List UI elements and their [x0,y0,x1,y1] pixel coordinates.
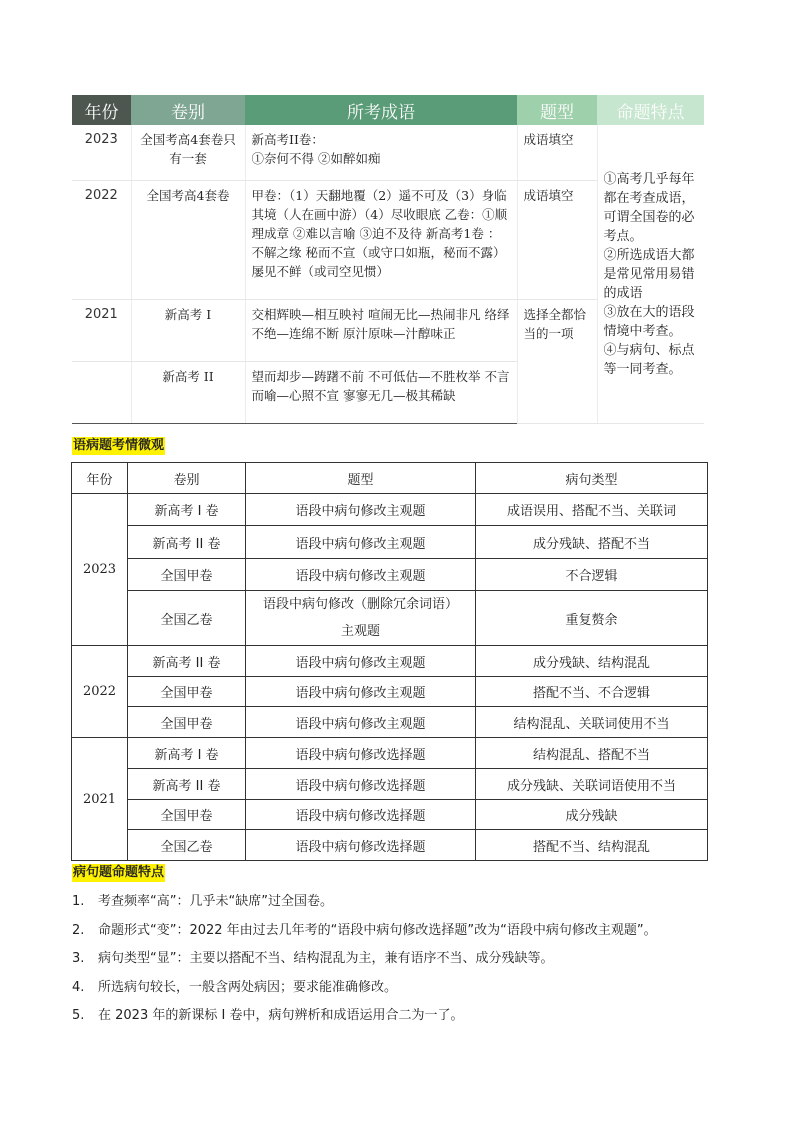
header-paper: 卷别 [128,463,246,494]
list-number: 3. [72,951,85,966]
table-header-row [72,463,708,494]
table-row [72,769,708,800]
cell-paper: 新高考 II [131,362,245,424]
cell-year: 2023 [72,125,131,181]
list-item [72,945,762,974]
table-row [72,707,708,738]
cell-type: 语段中病句修改选择题 [246,769,476,800]
header-features: 命题特点 [597,95,704,125]
cell-error-type: 结构混乱、关联词使用不当 [476,707,708,738]
cell-paper: 全国考高4套卷 [131,181,245,300]
cell-error-type: 重复赘余 [476,591,708,646]
cell-features: ①高考几乎每年都在考查成语，可谓全国卷的必考点。 ②所选成语大都是常见常用易错的成语 ③放在大的语段情境中考查。 ④与病句、标点等一同考查。 [597,125,704,424]
header-type: 题型 [517,95,597,125]
cell-year: 2022 [72,646,128,738]
cell-type: 语段中病句修改（删除冗余词语）主观题 [246,591,476,646]
sentence-error-table [71,462,708,861]
cell-type: 成语填空 [517,125,597,181]
section-title-features: 病句题命题特点 [73,865,165,880]
cell-type: 成语填空 [517,181,597,300]
table-row [72,800,708,830]
cell-idioms: 交相辉映—相互映衬 喧闹无比—热闹非凡 络绎不绝—连绵不断 原汁原味—汁醇味正 [245,300,517,362]
cell-paper: 新高考 II 卷 [128,526,246,559]
cell-paper: 新高考 I [131,300,245,362]
cell-paper: 全国甲卷 [128,559,246,591]
cell-error-type: 成分残缺、结构混乱 [476,646,708,677]
list-item [72,1002,762,1031]
list-text: 考查频率“高”：几乎未“缺席”过全国卷。 [98,894,333,909]
cell-paper: 全国甲卷 [128,707,246,738]
cell-type: 语段中病句修改选择题 [246,800,476,830]
list-text: 在 2023 年的新课标 I 卷中，病句辨析和成语运用合二为一了。 [98,1008,464,1023]
list-text: 所选病句较长，一般含两处病因；要求能准确修改。 [98,979,398,995]
list-number: 2. [72,922,85,938]
header-type: 题型 [246,463,476,494]
cell-type: 语段中病句修改主观题 [246,677,476,707]
cell-type: 语段中病句修改主观题 [246,559,476,591]
cell-type: 语段中病句修改主观题 [246,707,476,738]
cell-idioms: 甲卷：（1）天翻地覆（2）遥不可及（3）身临其境（人在画中游）（4）尽收眼底 乙卷：①顺理成章 ②难以言喻 ③迫不及待 新高考1卷 ：不解之缘 秘而不宣（或守口如瓶，秘而不露） 屡见不鲜（或司空见惯） [245,181,517,300]
header-idioms: 所考成语 [245,95,517,125]
cell-paper: 全国考高4套卷只有一套 [131,125,245,181]
table-header-row [72,95,704,125]
cell-error-type: 结构混乱、搭配不当 [476,738,708,769]
cell-idioms: 新高考II卷： ①奈何不得 ②如醉如痴 [245,125,517,181]
cell-paper: 新高考 I 卷 [128,738,246,769]
cell-paper: 全国甲卷 [128,800,246,830]
table-row [72,830,708,861]
list-number: 1. [72,894,85,909]
table-row [72,738,708,769]
cell-paper: 全国甲卷 [128,677,246,707]
table-row [72,494,708,526]
cell-year: 2021 [72,300,131,362]
header-paper: 卷别 [131,95,245,125]
table-row [72,646,708,677]
header-year: 年份 [72,463,128,494]
table-row [72,125,704,181]
idiom-exam-table [72,95,704,424]
cell-type: 语段中病句修改选择题 [246,830,476,861]
list-item [72,888,762,917]
cell-error-type: 搭配不当、结构混乱 [476,830,708,861]
list-item [72,974,762,1003]
cell-paper: 全国乙卷 [128,591,246,646]
cell-paper: 新高考 II 卷 [128,646,246,677]
cell-paper: 新高考 II 卷 [128,769,246,800]
table-row [72,591,708,646]
header-year: 年份 [72,95,131,125]
cell-error-type: 不合逻辑 [476,559,708,591]
list-text: 病句类型“显”：主要以搭配不当、结构混乱为主，兼有语序不当、成分残缺等。 [98,951,554,966]
list-text: 命题形式“变”：2022 年由过去几年考的“语段中病句修改选择题”改为“语段中病句修改主观题”。 [98,922,657,938]
cell-type: 语段中病句修改主观题 [246,646,476,677]
features-list [72,888,762,1031]
cell-error-type: 成分残缺、搭配不当 [476,526,708,559]
list-number: 5. [72,1008,85,1023]
list-number: 4. [72,979,85,995]
cell-error-type: 成分残缺 [476,800,708,830]
cell-paper: 全国乙卷 [128,830,246,861]
cell-error-type: 成分残缺、关联词语使用不当 [476,769,708,800]
cell-type: 语段中病句修改主观题 [246,494,476,526]
cell-year: 2023 [72,494,128,646]
cell-year: 2022 [72,181,131,300]
table-row [72,559,708,591]
section-title-sentence-errors: 语病题考情微观 [73,438,165,453]
cell-type: 选择全都恰当的一项 [517,300,597,424]
cell-error-type: 搭配不当、不合逻辑 [476,677,708,707]
cell-year: 2021 [72,738,128,861]
cell-type: 语段中病句修改选择题 [246,738,476,769]
cell-idioms: 望而却步—踌躇不前 不可低估—不胜枚举 不言而喻—心照不宣 寥寥无几—极其稀缺 [245,362,517,424]
cell-year [72,362,131,424]
cell-error-type: 成语误用、搭配不当、关联词 [476,494,708,526]
cell-type: 语段中病句修改主观题 [246,526,476,559]
cell-paper: 新高考 I 卷 [128,494,246,526]
header-error-type: 病句类型 [476,463,708,494]
table-row [72,526,708,559]
table-row [72,677,708,707]
list-item [72,917,762,946]
